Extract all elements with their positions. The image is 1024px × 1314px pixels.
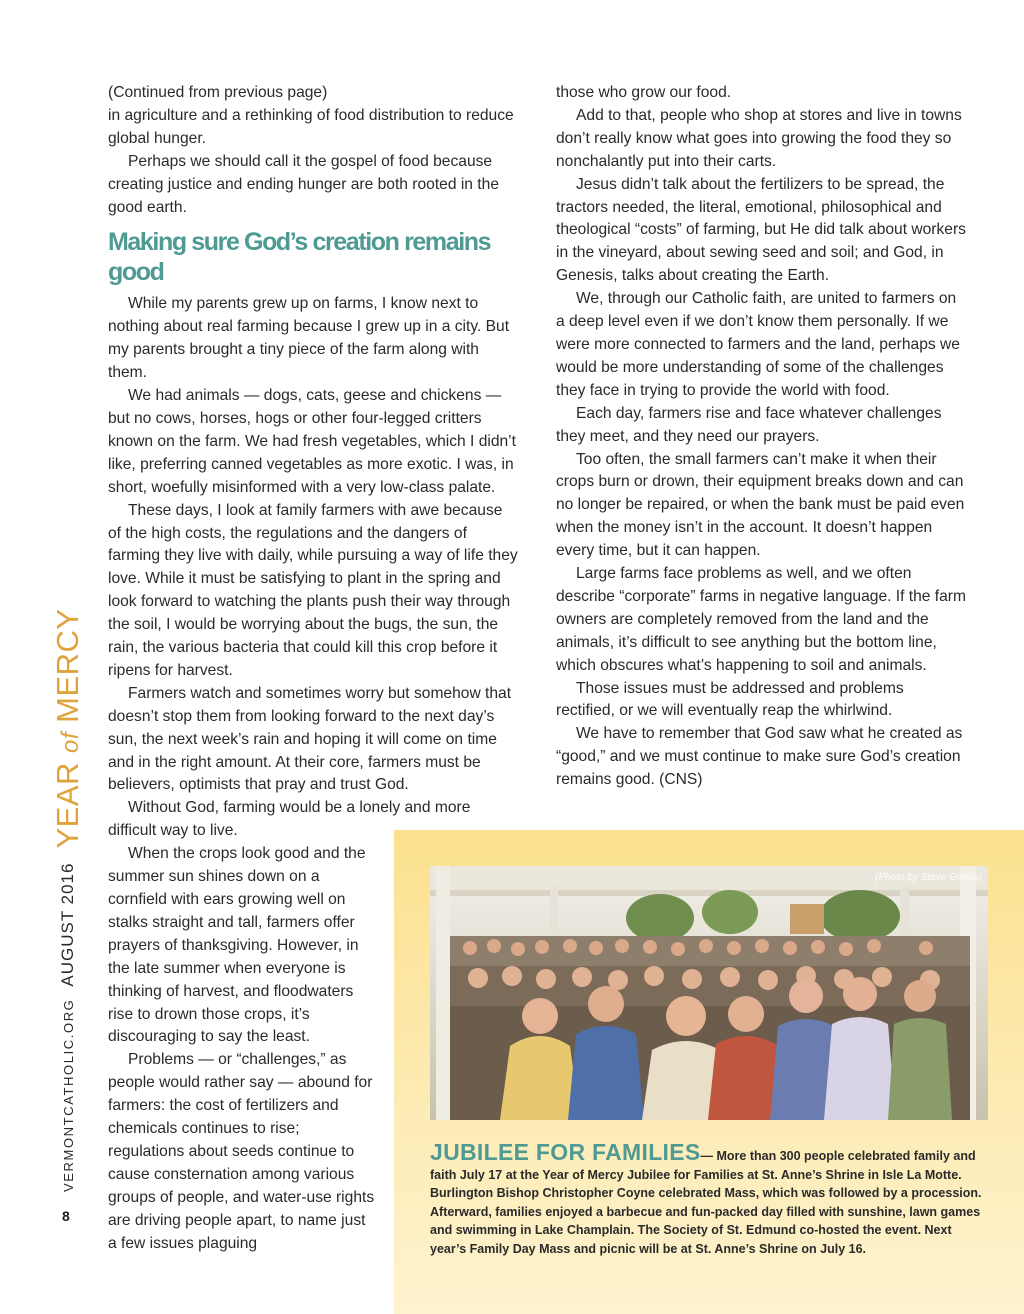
paragraph: Problems — or “challenges,” as people would rather say — abound for farmers: the cost of fertilizers and chemicals continues to rise; regulations about seeds continue to cause consternation among various groups of people, and water-use rights are driving people apart, to name just a few issues plaguing xyxy=(108,1051,375,1252)
year-of-mercy-title xyxy=(50,608,86,848)
paragraph: When the crops look good and the summer sun shines down on a cornfield with ears growing well on stalks straight and tall, farmers offer prayers of thanksgiving. However, in the late summer when everyone is thinking of harvest, and floodwaters rise to drown those crops, it’s discouraging to say the least. xyxy=(108,845,366,1046)
paragraph: Each day, farmers rise and face whatever challenges they meet, and they need our prayers. xyxy=(556,404,942,445)
photo-caption xyxy=(430,1139,990,1259)
paragraph: Add to that, people who shop at stores and live in towns don’t really know what goes into growing the food they so nonchalantly put into their carts. xyxy=(556,106,962,170)
caption-headline: JUBILEE FOR FAMILIES xyxy=(430,1139,701,1165)
paragraph: Without God, farming would be a lonely and more difficult way to live. xyxy=(108,799,471,840)
continued-note: (Continued from previous page) xyxy=(108,84,328,101)
event-photo xyxy=(430,866,988,1120)
paragraph: Perhaps we should call it the gospel of food because creating justice and ending hunger are both rooted in the good earth. xyxy=(108,152,499,216)
of-word: of xyxy=(57,731,84,753)
paragraph: Farmers watch and sometimes worry but somehow that doesn’t stop them from looking forward to the next day’s sun, the next week’s rain and hoping it will come on time and in the right amount. At their core, farmers must be believers, optimists that pray and trust God. xyxy=(108,684,512,794)
paragraph: in agriculture and a rethinking of food distribution to reduce global hunger. xyxy=(108,106,514,147)
year-word: YEAR xyxy=(50,762,85,849)
caption-body: — More than 300 people celebrated family and faith July 17 at the Year of Mercy Jubilee for Families at St. Anne’s Shrine in Isle La Motte. Burlington Bishop Christopher Coyne celebrated Mass, which was followed by a procession. Afterward, families enjoyed a barbecue and fun-packed day filled with sunshine, lawn games and swimming in Lake Champlain. The Society of St. Edmund co-hosted the event. Next year’s Family Day Mass and picnic will be at St. Anne’s Shrine on July 16. xyxy=(430,1149,982,1256)
section-subhead: Making sure God’s creation remains good xyxy=(108,228,491,287)
article-column-right xyxy=(556,82,966,792)
mercy-word: MERCY xyxy=(50,608,85,723)
paragraph: Those issues must be addressed and problems rectified, or we will eventually reap the whirlwind. xyxy=(556,679,904,720)
sidebar-masthead xyxy=(46,608,90,1230)
paragraph: Jesus didn’t talk about the fertilizers to be spread, the tractors needed, the literal, emotional, philosophical and theological “costs” of farming, but He did talk about workers in the vineyard, about sewing seed and soil; and God, in Genesis, talks about creating the Earth. xyxy=(556,175,966,285)
paragraph: We have to remember that God saw what he created as “good,” and we must continue to make sure God’s creation remains good. (CNS) xyxy=(556,725,963,789)
paragraph: These days, I look at family farmers with awe because of the high costs, the regulations and the dangers of farming they live with daily, while pursuing a way of life they love. While it must be satisfying to plant in the spring and look forward to watching the plants push their way through the soil, I would be worrying about the bugs, the sun, the rain, the various bacteria that could kill this crop before it ripens for harvest. xyxy=(108,501,518,679)
photo-credit: (Photo by Steve Giroux) xyxy=(875,872,982,883)
sidebar-rotated-text xyxy=(46,608,90,1192)
paragraph: those who grow our food. xyxy=(556,84,732,101)
site-url: VERMONTCATHOLIC.ORG xyxy=(60,998,76,1192)
paragraph: Large farms face problems as well, and we often describe “corporate” farms in negative language. If the farm owners are completely removed from the land and the animals, it’s difficult to see anything but the bottom line, which obscures what’s happening to soil and animals. xyxy=(556,565,966,674)
crowd-photo-illustration xyxy=(430,866,988,1120)
page-number: 8 xyxy=(62,1208,70,1224)
paragraph: We, through our Catholic faith, are united to farmers on a deep level even if we don’t know them personally. If we were more connected to farmers and the land, perhaps we would be more understanding of some of the challenges they face in trying to provide the world with food. xyxy=(556,290,960,399)
paragraph: Too often, the small farmers can’t make it when their crops burn or drown, their equipment breaks down and can no longer be repaired, or when the bank must be paid even when the money isn’t in the account. It doesn’t happen every time, but it can happen. xyxy=(556,450,965,560)
paragraph: While my parents grew up on farms, I know next to nothing about real farming because I grew up in a city. But my parents brought a tiny piece of the farm along with them. xyxy=(108,295,510,382)
paragraph: We had animals — dogs, cats, geese and chickens — but no cows, horses, hogs or other four-legged critters known on the farm. We had fresh vegetables, which I didn’t like, preferring canned vegetables as more exotic. I was, in short, woefully misinformed with a very low-class palate. xyxy=(108,387,516,496)
issue-date: AUGUST 2016 xyxy=(58,862,77,987)
